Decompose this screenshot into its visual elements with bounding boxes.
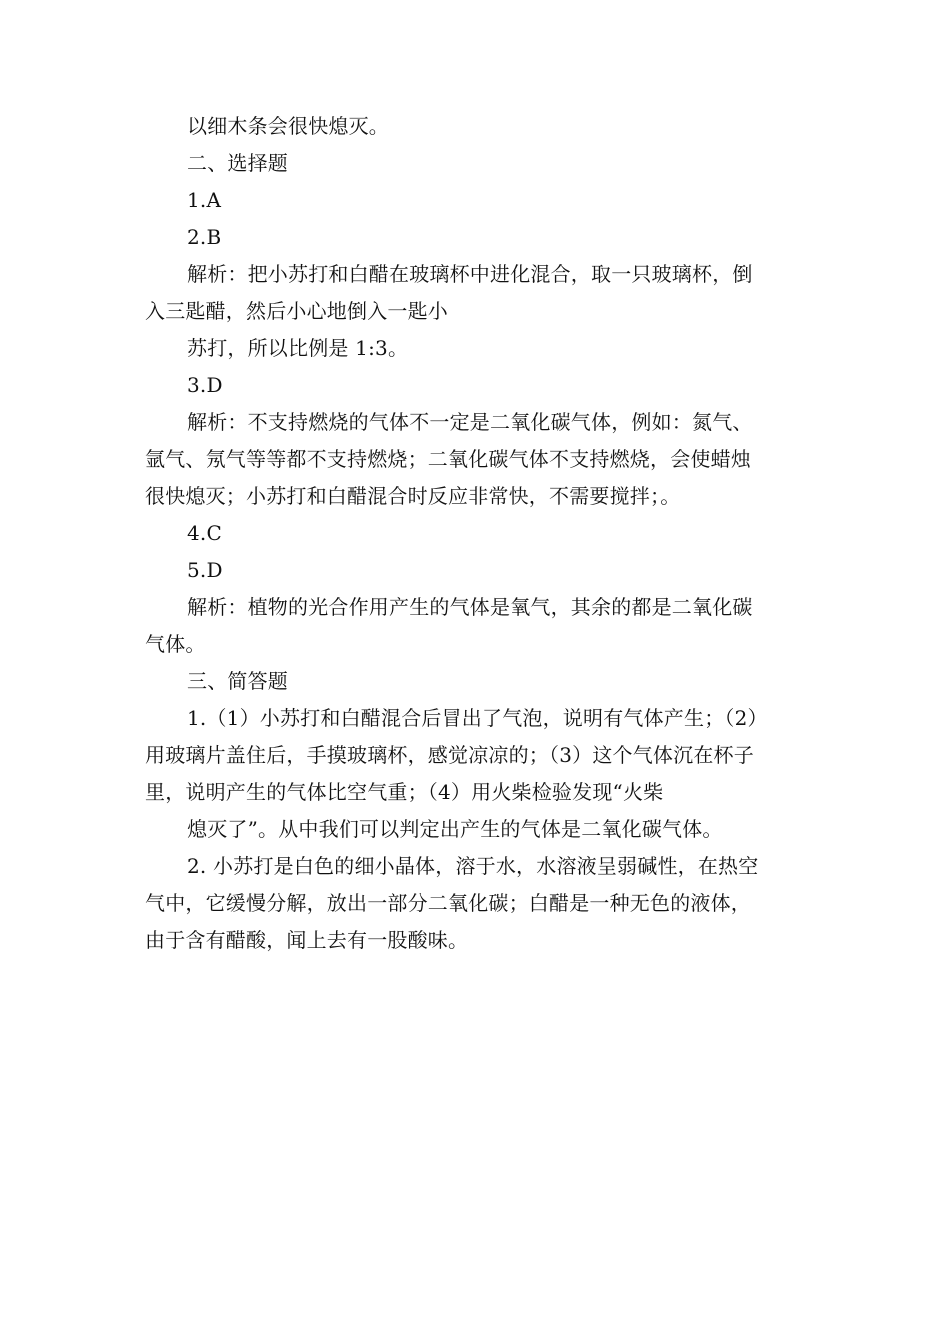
answer-line: 4.C: [187, 521, 222, 545]
answer-paragraph-line: 气中，它缓慢分解，放出一部分二氧化碳；白醋是一种无色的液体，: [145, 891, 751, 915]
explanation-line: 解析：把小苏打和白醋在玻璃杯中进化混合，取一只玻璃杯，倒: [187, 262, 753, 286]
text-line: 以细木条会很快熄灭。: [187, 114, 389, 138]
answer-paragraph-line: 1.（1）小苏打和白醋混合后冒出了气泡，说明有气体产生；（2）: [187, 706, 768, 730]
explanation-line: 苏打，所以比例是 1:3。: [187, 336, 409, 360]
section-heading-short-answer: 三、简答题: [187, 669, 288, 693]
section-heading-choice: 二、选择题: [187, 151, 288, 175]
answer-line: 5.D: [187, 558, 223, 582]
answer-line: 3.D: [187, 373, 223, 397]
answer-line: 2.B: [187, 225, 222, 249]
explanation-line: 气体。: [145, 632, 206, 656]
answer-paragraph-line: 由于含有醋酸，闻上去有一股酸味。: [145, 928, 469, 952]
explanation-line: 入三匙醋，然后小心地倒入一匙小: [145, 299, 448, 323]
answer-line: 1.A: [187, 188, 222, 212]
document-body: [145, 108, 810, 959]
answer-paragraph-line: 熄灭了”。从中我们可以判定出产生的气体是二氧化碳气体。: [187, 817, 723, 841]
answer-paragraph-line: 里，说明产生的气体比空气重；（4）用火柴检验发现“火柴: [145, 780, 664, 804]
explanation-line: 很快熄灭；小苏打和白醋混合时反应非常快，不需要搅拌；。: [145, 484, 681, 508]
explanation-line: 氩气、氖气等等都不支持燃烧；二氧化碳气体不支持燃烧，会使蜡烛: [145, 447, 751, 471]
explanation-line: 解析：植物的光合作用产生的气体是氧气，其余的都是二氧化碳: [187, 595, 753, 619]
answer-paragraph-line: 用玻璃片盖住后，手摸玻璃杯，感觉凉凉的；（3）这个气体沉在杯子: [145, 743, 754, 767]
answer-paragraph-line: 2. 小苏打是白色的细小晶体，溶于水，水溶液呈弱碱性，在热空: [187, 854, 759, 878]
explanation-line: 解析：不支持燃烧的气体不一定是二氧化碳气体，例如：氮气、: [187, 410, 753, 434]
